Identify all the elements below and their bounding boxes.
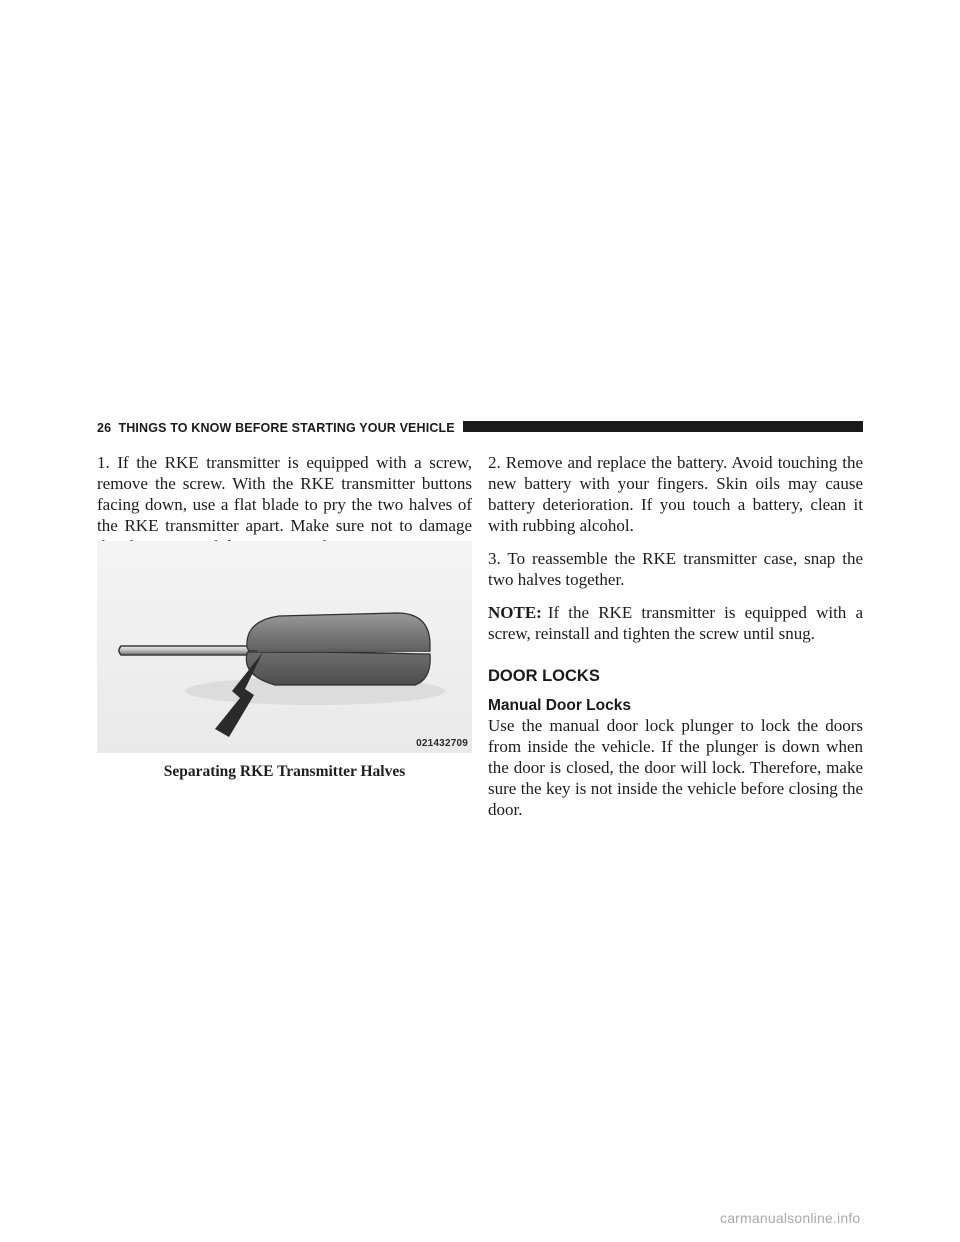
transmitter-illustration [97,541,472,753]
transmitter-figure [97,541,472,753]
step-2-text: 2. Remove and replace the battery. Avoid touching the new battery with your fingers. Skin oils may cause battery deterioration. If you touch a battery, clean it with rubbing alcohol. [488,453,863,535]
note-text: If the RKE transmitter is equipped with a screw, reinstall and tighten the screw until snug. [488,603,863,643]
section-title: THINGS TO KNOW BEFORE STARTING YOUR VEHICLE [118,421,455,435]
subsection-heading: Manual Door Locks [488,697,631,714]
page-header-text [97,420,455,436]
step-3-text: 3. To reassemble the RKE transmitter case, snap the two halves together. [488,549,863,589]
right-column [488,452,863,832]
header-rule [463,421,863,432]
step-1-text: 1. If the RKE transmitter is equipped with a screw, remove the screw. With the RKE transmitter buttons facing down, use a flat blade to pry the two halves of the RKE transmitter apart. Make sure not to damage [97,453,472,535]
figure-id: 021432709 [416,738,468,749]
note-paragraph [488,602,863,644]
page-number: 26 [97,421,112,435]
note-label: NOTE: [488,603,542,622]
section-heading: DOOR LOCKS [488,667,600,685]
figure-caption: Separating RKE Transmitter Halves [163,763,406,780]
page-header [97,420,863,436]
subsection-text: Use the manual door lock plunger to lock the doors from inside the vehicle. If the plunger is down when the door is closed, the door will lock. Therefore, make sure the key is not inside the vehicle before closing the door. [488,716,863,819]
watermark: carmanualsonline.info [720,1210,861,1226]
